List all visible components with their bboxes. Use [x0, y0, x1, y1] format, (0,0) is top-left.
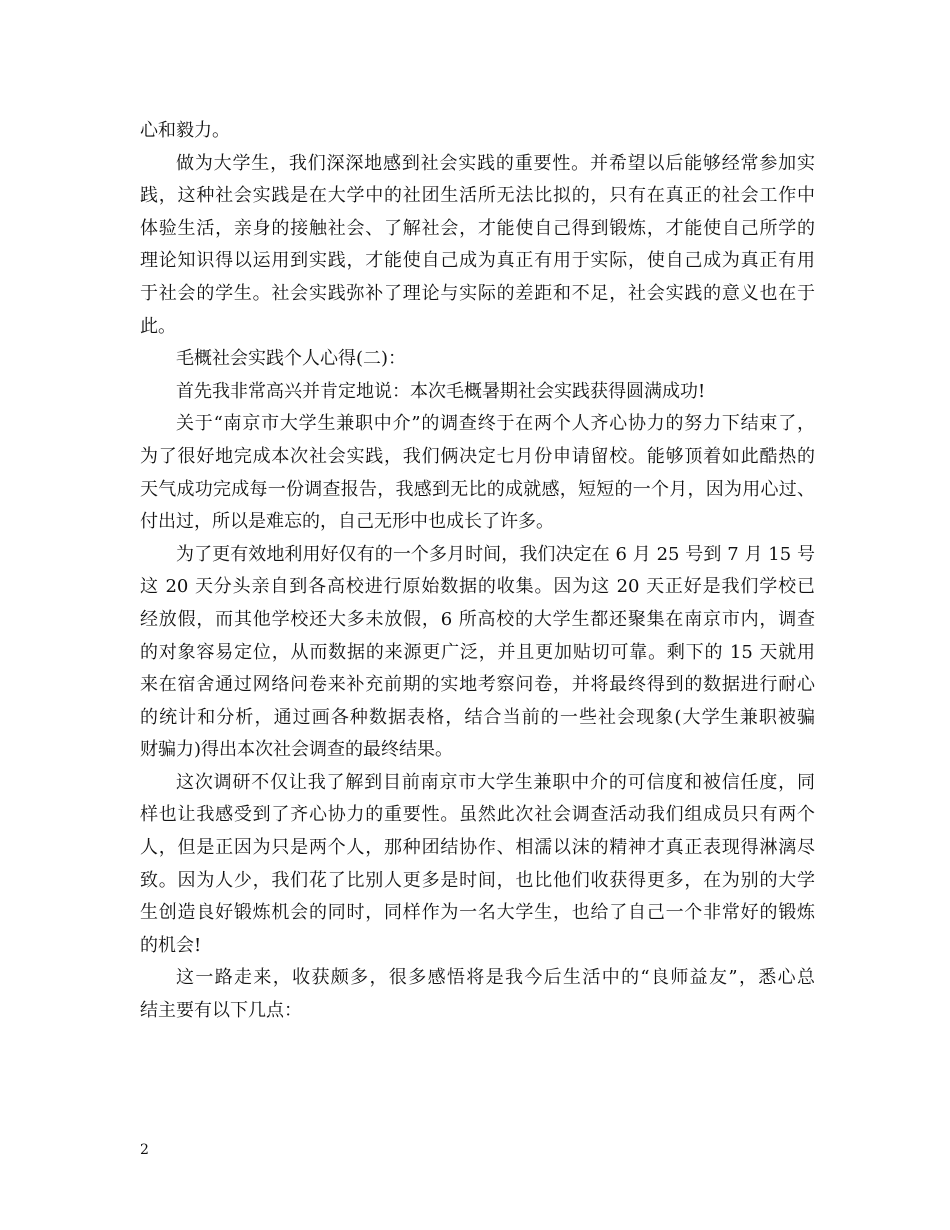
text-line: 的机会!: [140, 934, 202, 956]
text-line: 为了更有效地利用好仅有的一个多月时间，我们决定在 6 月 25 号到 7 月 15 号: [176, 543, 815, 565]
text-line: 的对象容易定位，从而数据的来源更广泛，并且更加贴切可靠。剩下的 15 天就用: [140, 641, 815, 663]
page-number: 2: [140, 1142, 149, 1158]
text-line: 天气成功完成每一份调查报告，我感到无比的成就感，短短的一个月，因为用心过、: [140, 478, 815, 500]
text-line: 财骗力)得出本次社会调查的最终结果。: [140, 739, 454, 761]
text-line: 体验生活，亲身的接触社会、了解社会，才能使自己得到锻炼，才能使自己所学的: [140, 217, 815, 239]
text-line: 做为大学生，我们深深地感到社会实践的重要性。并希望以后能够经常参加实: [176, 152, 815, 174]
text-line: 来在宿舍通过网络问卷来补充前期的实地考察问卷，并将最终得到的数据进行耐心: [140, 674, 815, 696]
text-line: 为了很好地完成本次社会实践，我们俩决定七月份申请留校。能够顶着如此酷热的: [140, 445, 815, 467]
text-line: 结主要有以下几点：: [140, 1000, 302, 1022]
text-line: 于社会的学生。社会实践弥补了理论与实际的差距和不足，社会实践的意义也在于: [140, 282, 815, 304]
text-line: 这次调研不仅让我了解到目前南京市大学生兼职中介的可信度和被信任度，同: [176, 771, 815, 793]
text-line: 首先我非常高兴并肯定地说：本次毛概暑期社会实践获得圆满成功!: [176, 380, 706, 402]
text-line: 经放假，而其他学校还大多未放假，6 所高校的大学生都还聚集在南京市内，调查: [140, 608, 815, 630]
text-line: 践，这种社会实践是在大学中的社团生活所无法比拟的，只有在真正的社会工作中: [140, 185, 815, 207]
text-line: 人，但是正因为只是两个人，那种团结协作、相濡以沫的精神才真正表现得淋漓尽: [140, 837, 815, 859]
text-line: 付出过，所以是难忘的，自己无形中也成长了许多。: [140, 511, 554, 533]
text-line: 这一路走来，收获颇多，很多感悟将是我今后生活中的“良师益友”，悉心总: [176, 967, 815, 989]
text-line: 这 20 天分头亲自到各高校进行原始数据的收集。因为这 20 天正好是我们学校已: [140, 576, 815, 598]
text-line: 理论知识得以运用到实践，才能使自己成为真正有用于实际，使自己成为真正有用: [140, 250, 815, 272]
text-line: 生创造良好锻炼机会的同时，同样作为一名大学生，也给了自己一个非常好的锻炼: [140, 902, 815, 924]
text-line: 关于“南京市大学生兼职中介”的调查终于在两个人齐心协力的努力下结束了，: [176, 413, 815, 435]
text-line: 此。: [140, 315, 176, 337]
text-line: 致。因为人少，我们花了比别人更多是时间，也比他们收获得更多，在为别的大学: [140, 869, 815, 891]
text-line: 心和毅力。: [140, 120, 230, 141]
text-line: 的统计和分析，通过画各种数据表格，结合当前的一些社会现象(大学生兼职被骗: [140, 706, 815, 728]
section-heading: 毛概社会实践个人心得(二)：: [176, 348, 407, 370]
text-line: 样也让我感受到了齐心协力的重要性。虽然此次社会调查活动我们组成员只有两个: [140, 804, 815, 826]
body-text: [140, 115, 815, 1028]
